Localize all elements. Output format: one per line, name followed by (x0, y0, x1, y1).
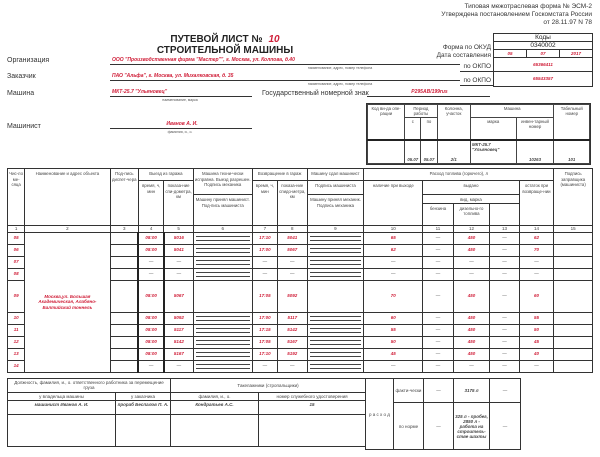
petrol-cell[interactable]: — (423, 360, 453, 372)
norm-label: по норме (394, 403, 424, 450)
organization-label: Организация (7, 57, 50, 64)
petrol-cell[interactable]: — (423, 244, 453, 256)
column-number: 5 (164, 225, 193, 232)
departure-time-cell[interactable]: — (138, 268, 163, 280)
column-number: 2 (25, 225, 110, 232)
header-return: Возвращение в гараж (252, 169, 307, 181)
return-km-cell[interactable]: 5041 (278, 232, 307, 244)
machine-field[interactable]: МКТ-25.7 "Ульяновец" (110, 88, 252, 97)
day-cell[interactable]: 06 (8, 244, 25, 256)
return-time-cell[interactable]: 17:05 (252, 280, 277, 312)
header-refueler-sign: Подпись заправщика (машиниста) (554, 169, 593, 226)
customer-field[interactable]: ПАО "Альфа", г. Москва, ул. Михалковская, д. 35 (110, 72, 460, 81)
header-fuel-brand: вид, марка (423, 195, 519, 204)
handover-sign-cell[interactable] (307, 336, 364, 348)
okpo1-line (460, 71, 493, 72)
okud-label: Форма по ОКУД (442, 44, 491, 51)
rasxod-vertical-label: р а с х о д (366, 379, 394, 450)
main-table (7, 168, 593, 373)
machine-caption: наименование, марка (162, 98, 198, 102)
fuel-start-cell[interactable]: — (364, 256, 423, 268)
petrol-cell[interactable]: — (423, 348, 453, 360)
to-value[interactable]: 05.07 (421, 140, 437, 164)
norm-petrol[interactable]: — (424, 403, 454, 450)
departure-km-cell[interactable]: 5016 (164, 232, 193, 244)
petrol-cell[interactable]: — (423, 336, 453, 348)
fuel-start-cell[interactable]: 62 (364, 244, 423, 256)
other-fuel-cell[interactable]: — (490, 268, 519, 280)
departure-time-cell[interactable]: 08:00 (138, 324, 163, 336)
day-cell[interactable]: 07 (8, 256, 25, 268)
return-km-cell[interactable]: 5142 (278, 324, 307, 336)
header-fuel-remain: остаток при возвраще-нии (519, 181, 554, 226)
customer-resp-value[interactable]: прораб Беспалов П. А. (116, 401, 171, 415)
form-note-line2: Утверждена постановлением Госкомстата России (441, 11, 592, 18)
inventory-header: инвен-тарный номер (516, 118, 554, 140)
column-number: 1 (8, 225, 25, 232)
petrol-cell[interactable]: — (423, 256, 453, 268)
departure-time-cell[interactable]: — (138, 360, 163, 372)
dispatcher-sign-cell[interactable] (110, 360, 138, 372)
departure-km-cell[interactable]: — (164, 360, 193, 372)
mechanic-sign-cell[interactable] (193, 232, 252, 244)
machine-label: Машина (7, 90, 35, 97)
machine-header: Машина (470, 105, 553, 118)
header-dep-time: время, ч, мин (138, 181, 163, 226)
refueler-sign-cell[interactable] (554, 312, 593, 324)
departure-time-cell[interactable]: 08:00 (138, 232, 163, 244)
fuel-remain-cell[interactable]: 40 (519, 348, 554, 360)
mechanic-sign-cell[interactable] (193, 336, 252, 348)
column-number: 4 (138, 225, 163, 232)
column-numbers-row (8, 225, 593, 232)
operator-field[interactable]: Иванов А. И. (110, 120, 252, 129)
owner-empty[interactable] (8, 415, 116, 447)
return-km-cell[interactable]: 5117 (278, 312, 307, 324)
rigger-name-empty[interactable] (171, 415, 259, 447)
brand-header: марка (470, 118, 516, 140)
header-mechanic-accepted: Машину принял механик. Подпись механика (307, 195, 364, 226)
fuel-remain-cell[interactable]: — (519, 268, 554, 280)
tab-no-value[interactable]: 101 (554, 140, 590, 164)
diesel-cell[interactable]: 450 (453, 280, 490, 312)
return-time-cell[interactable]: 17:00 (252, 312, 277, 324)
actual-petrol[interactable]: — (424, 379, 454, 403)
departure-km-cell[interactable]: — (164, 268, 193, 280)
dispatcher-sign-cell[interactable] (110, 244, 138, 256)
fuel-remain-cell[interactable]: — (519, 256, 554, 268)
column-number: 9 (307, 225, 364, 232)
date-label: Дата составления (436, 52, 491, 59)
waybill-number[interactable]: 10 (268, 34, 280, 45)
other-fuel-cell[interactable]: — (490, 280, 519, 312)
mechanic-sign-cell[interactable] (193, 244, 252, 256)
departure-km-cell[interactable]: 5142 (164, 336, 193, 348)
period-header: Период работы (405, 105, 437, 118)
return-km-cell[interactable]: — (278, 360, 307, 372)
departure-km-cell[interactable]: 5067 (164, 280, 193, 312)
departure-km-cell[interactable]: 5041 (164, 244, 193, 256)
petrol-cell[interactable]: — (423, 232, 453, 244)
column-number: 7 (252, 225, 277, 232)
handover-sign-cell[interactable] (307, 312, 364, 324)
header-operator-accepted: Машину принял машинист. Под-пись машиниста (193, 195, 252, 226)
header-fuel: Расход топлива (горючего), л (364, 169, 554, 181)
handover-sign-cell[interactable] (307, 348, 364, 360)
refueler-sign-cell[interactable] (554, 256, 593, 268)
responsible-header: Должность, фамилия, и., о. ответственного работника за перемещение груза (8, 379, 171, 393)
fuel-start-cell[interactable]: 45 (364, 348, 423, 360)
return-km-cell[interactable]: — (278, 268, 307, 280)
op-code-value[interactable] (368, 140, 405, 164)
header-ret-km: показа-ние спидо-метра, км (278, 181, 307, 226)
header-diesel: дизельно-го топлива (453, 203, 490, 225)
header-issued: выдано (423, 181, 519, 195)
fuel-start-cell[interactable]: 70 (364, 280, 423, 312)
refueler-sign-cell[interactable] (554, 280, 593, 312)
header-object: Наименование и адрес объекта (25, 169, 110, 226)
refueler-sign-cell[interactable] (554, 268, 593, 280)
mechanic-sign-cell[interactable] (193, 280, 252, 312)
customer-caption: наименование, адрес, номер телефона (307, 82, 373, 86)
from-value[interactable]: 05.07 (405, 140, 421, 164)
diesel-cell[interactable]: — (453, 268, 490, 280)
departure-time-cell[interactable]: 08:00 (138, 244, 163, 256)
fuel-remain-cell[interactable]: 55 (519, 312, 554, 324)
handover-sign-cell[interactable] (307, 244, 364, 256)
title-line1: ПУТЕВОЙ ЛИСТ № (170, 34, 263, 45)
brand-value[interactable]: МКТ-25.7 "Ульяновец" (470, 140, 516, 164)
okpo2-value[interactable]: 65543357 (532, 76, 554, 81)
mechanic-sign-cell[interactable] (193, 268, 252, 280)
return-time-cell[interactable]: 17:05 (252, 336, 277, 348)
owner-label: у владельца машины (8, 393, 116, 401)
fuel-consumption-table (365, 378, 520, 450)
refueler-sign-cell[interactable] (554, 232, 593, 244)
header-operator-sign: Подпись машиниста (307, 181, 364, 195)
departure-km-cell[interactable]: — (164, 256, 193, 268)
other-fuel-cell[interactable]: — (490, 348, 519, 360)
departure-km-cell[interactable]: 5117 (164, 324, 193, 336)
plate-field[interactable]: Р295АВ/199rus (367, 88, 490, 97)
column-number: 11 (423, 225, 453, 232)
departure-time-cell[interactable]: 08:00 (138, 336, 163, 348)
document-title (150, 34, 300, 56)
header-ret-time: время, ч, мин (252, 181, 277, 226)
dispatcher-sign-cell[interactable] (110, 280, 138, 312)
day-cell[interactable]: 13 (8, 348, 25, 360)
day-cell[interactable]: 09 (8, 280, 25, 312)
other-fuel-cell[interactable]: — (490, 256, 519, 268)
actual-label: факти-чески (394, 379, 424, 403)
date-month[interactable]: 07 (527, 50, 560, 57)
return-km-cell[interactable]: — (278, 256, 307, 268)
column-number: 15 (554, 225, 593, 232)
fuel-start-cell[interactable]: 65 (364, 232, 423, 244)
other-fuel-cell[interactable]: — (490, 324, 519, 336)
column-value[interactable]: 2/1 (437, 140, 470, 164)
diesel-cell[interactable]: 450 (453, 312, 490, 324)
diesel-cell[interactable]: — (453, 360, 490, 372)
table-row (8, 232, 593, 244)
day-cell[interactable]: 05 (8, 232, 25, 244)
form-note-line1: Типовая межотраслевая форма № ЭСМ-2 (464, 3, 592, 10)
header-day: Чис-ло ме-сяца (8, 169, 25, 226)
rigger-id-empty[interactable] (259, 415, 366, 447)
operator-caption: фамилия, и., о. (167, 130, 193, 134)
dispatcher-sign-cell[interactable] (110, 324, 138, 336)
rigger-name-label: фамилия, и., о. (171, 393, 259, 401)
other-fuel-cell[interactable]: — (490, 336, 519, 348)
departure-km-cell[interactable]: 5167 (164, 348, 193, 360)
object-address-cell[interactable]: Москва,ул. Большая Академическая, Алабяно-Балтийский тоннель (25, 232, 110, 372)
date-values (494, 50, 592, 58)
actual-diesel[interactable]: 3175 л (454, 379, 490, 403)
refueler-sign-cell[interactable] (554, 324, 593, 336)
refueler-sign-cell[interactable] (554, 360, 593, 372)
fuel-remain-cell[interactable]: 60 (519, 280, 554, 312)
okpo2-line (460, 85, 493, 86)
column-number: 13 (490, 225, 519, 232)
other-fuel-cell[interactable]: — (490, 244, 519, 256)
mechanic-sign-cell[interactable] (193, 256, 252, 268)
departure-time-cell[interactable]: 08:00 (138, 280, 163, 312)
day-cell[interactable]: 08 (8, 268, 25, 280)
petrol-cell[interactable]: — (423, 312, 453, 324)
diesel-cell[interactable]: 450 (453, 324, 490, 336)
from-header: с (405, 118, 421, 140)
norm-other[interactable]: — (490, 403, 521, 450)
return-time-cell[interactable]: — (252, 268, 277, 280)
fuel-start-cell[interactable]: — (364, 360, 423, 372)
handover-sign-cell[interactable] (307, 280, 364, 312)
okpo2-label: по ОКПО (463, 77, 491, 84)
tab-no-header: Табельный номер (554, 105, 590, 140)
handover-sign-cell[interactable] (307, 256, 364, 268)
return-km-cell[interactable]: 5067 (278, 244, 307, 256)
header-petrol: бензина (423, 203, 453, 225)
rigger-name-value[interactable]: Кондратьев А.С. (171, 401, 259, 415)
return-time-cell[interactable]: 17:10 (252, 232, 277, 244)
header-mechanic-ok: Машина техни-чески исправна. Выезд разрешен. Подпись механика (193, 169, 252, 195)
return-time-cell[interactable]: 17:10 (252, 348, 277, 360)
header-dispatcher: Под-пись диспет-чера (110, 169, 138, 226)
return-km-cell[interactable]: 5092 (278, 280, 307, 312)
summary-table (366, 103, 591, 165)
header-fuel-start: наличие при выходе (364, 181, 423, 226)
mechanic-sign-cell[interactable] (193, 324, 252, 336)
column-header: Колонна, участок (437, 105, 470, 140)
header-dep-km: показа-ние спи-дометра, км (164, 181, 193, 226)
petrol-cell[interactable]: — (423, 280, 453, 312)
return-time-cell[interactable]: — (252, 256, 277, 268)
codes-box (493, 33, 593, 87)
norm-diesel[interactable]: 325 л - пробег, 2850 л - работа на строитель-стве шахты (454, 403, 490, 450)
form-note-line3: от 28.11.97 N 78 (543, 19, 592, 26)
departure-time-cell[interactable]: — (138, 256, 163, 268)
dispatcher-sign-cell[interactable] (110, 348, 138, 360)
dispatcher-sign-cell[interactable] (110, 268, 138, 280)
dispatcher-sign-cell[interactable] (110, 336, 138, 348)
departure-km-cell[interactable]: 5092 (164, 312, 193, 324)
diesel-cell[interactable]: 450 (453, 336, 490, 348)
column-number: 10 (364, 225, 423, 232)
okpo1-value[interactable]: 65366411 (494, 58, 592, 72)
rigger-id-label: номер служебного удостоверения (259, 393, 366, 401)
column-number: 14 (519, 225, 554, 232)
diesel-cell[interactable]: 450 (453, 348, 490, 360)
okpo1-label: по ОКПО (463, 63, 491, 70)
customer-label: Заказчик (7, 73, 36, 80)
departure-time-cell[interactable]: 08:00 (138, 348, 163, 360)
inventory-value[interactable]: 10263 (516, 140, 554, 164)
day-cell[interactable]: 11 (8, 324, 25, 336)
form-note (441, 3, 592, 27)
rigger-id-value[interactable]: 15 (259, 401, 366, 415)
return-km-cell[interactable]: 5192 (278, 348, 307, 360)
column-number: 8 (278, 225, 307, 232)
refueler-sign-cell[interactable] (554, 348, 593, 360)
column-number: 12 (453, 225, 490, 232)
dispatcher-sign-cell[interactable] (110, 232, 138, 244)
departure-time-cell[interactable]: 08:00 (138, 312, 163, 324)
handover-sign-cell[interactable] (307, 324, 364, 336)
handover-sign-cell[interactable] (307, 232, 364, 244)
day-cell[interactable]: 12 (8, 336, 25, 348)
okud-value[interactable]: 0340002 (494, 42, 592, 50)
refueler-sign-cell[interactable] (554, 336, 593, 348)
fuel-remain-cell[interactable]: 45 (519, 336, 554, 348)
dispatcher-sign-cell[interactable] (110, 256, 138, 268)
return-time-cell[interactable]: 17:15 (252, 324, 277, 336)
plate-label: Государственный номерной знак (262, 90, 369, 97)
mechanic-sign-cell[interactable] (193, 312, 252, 324)
actual-other[interactable]: — (490, 379, 521, 403)
customer-resp-label: у заказчика (116, 393, 171, 401)
petrol-cell[interactable]: — (423, 324, 453, 336)
other-fuel-cell[interactable]: — (490, 232, 519, 244)
title-line2: СТРОИТЕЛЬНОЙ МАШИНЫ (156, 45, 294, 56)
handover-sign-cell[interactable] (307, 360, 364, 372)
return-km-cell[interactable]: 5167 (278, 336, 307, 348)
handover-sign-cell[interactable] (307, 268, 364, 280)
op-code-header: Код ви-да опе-рации (368, 105, 405, 140)
organization-field[interactable]: ООО "Производственная фирма "Мастер"", г. Москва, ул. Колпова, д.40 (110, 56, 460, 65)
other-fuel-cell[interactable]: — (490, 312, 519, 324)
dispatcher-sign-cell[interactable] (110, 312, 138, 324)
header-departure: Выезд из гаража (138, 169, 193, 181)
fuel-start-cell[interactable]: 60 (364, 312, 423, 324)
fuel-start-cell[interactable]: 55 (364, 324, 423, 336)
mechanic-sign-cell[interactable] (193, 360, 252, 372)
fuel-start-cell[interactable]: — (364, 268, 423, 280)
day-rows (8, 232, 593, 372)
date-year[interactable]: 2017 (570, 51, 581, 56)
customer-empty[interactable] (116, 415, 171, 447)
return-time-cell[interactable]: — (252, 360, 277, 372)
fuel-remain-cell[interactable]: 70 (519, 244, 554, 256)
operator-label: Машинист (7, 123, 41, 130)
date-day[interactable]: 05 (494, 50, 527, 57)
owner-value[interactable]: машинист Иванов А. И. (8, 401, 116, 415)
return-time-cell[interactable]: 17:00 (252, 244, 277, 256)
header-other-fuel (490, 203, 519, 225)
diesel-cell[interactable]: — (453, 256, 490, 268)
to-header: по (421, 118, 437, 140)
organization-caption: наименование, адрес, номер телефона (307, 66, 373, 70)
other-fuel-cell[interactable]: — (490, 360, 519, 372)
diesel-cell[interactable]: 450 (453, 232, 490, 244)
diesel-cell[interactable]: 450 (453, 244, 490, 256)
column-number: 3 (110, 225, 138, 232)
fuel-remain-cell[interactable]: — (519, 360, 554, 372)
fuel-remain-cell[interactable]: 50 (519, 324, 554, 336)
header-handover: Машину сдал машинист (307, 169, 364, 181)
column-number: 6 (193, 225, 252, 232)
fuel-start-cell[interactable]: 50 (364, 336, 423, 348)
fuel-remain-cell[interactable]: 62 (519, 232, 554, 244)
day-cell[interactable]: 14 (8, 360, 25, 372)
mechanic-sign-cell[interactable] (193, 348, 252, 360)
codes-header: Коды (494, 34, 592, 42)
day-cell[interactable]: 10 (8, 312, 25, 324)
refueler-sign-cell[interactable] (554, 244, 593, 256)
riggers-header: Такелажники (стропальщики) (171, 379, 366, 393)
petrol-cell[interactable]: — (423, 268, 453, 280)
